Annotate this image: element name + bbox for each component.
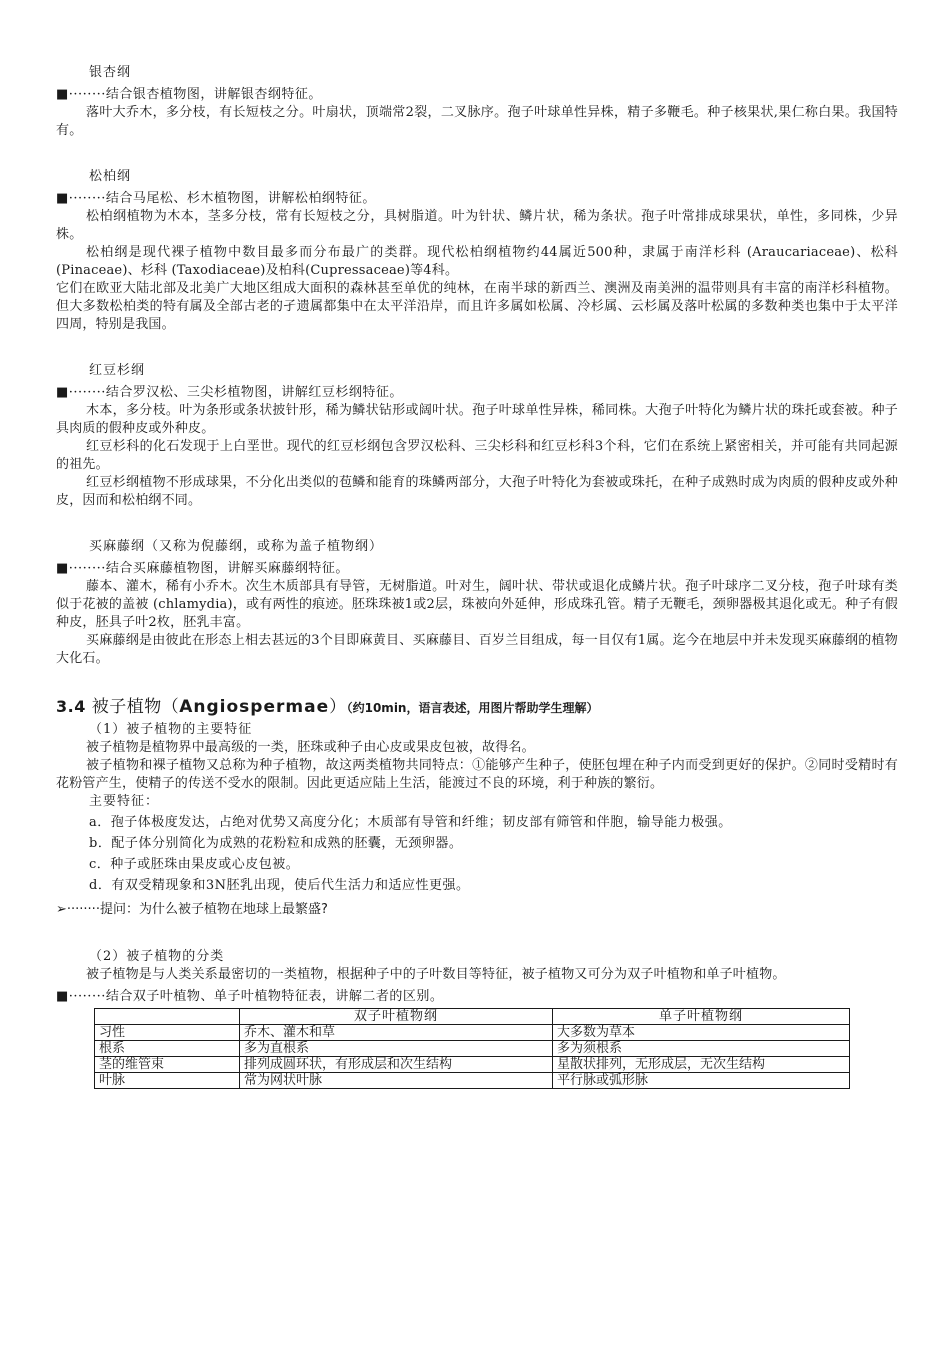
paragraph-gnetum-2: 买麻藤纲是由彼此在形态上相去甚远的3个目即麻黄目、买麻藤目、百岁兰目组成，每一目仅有1属。迄今在地层中并未发现买麻藤纲的植物大化石。 — [56, 633, 898, 666]
table-cell: 叶脉 — [95, 1073, 240, 1089]
table-cell: 茎的维管束 — [95, 1057, 240, 1073]
teaching-note-ginkgo: ■········结合银杏植物图，讲解银杏纲特征。 — [56, 87, 322, 102]
features-label: 主要特征： — [89, 794, 160, 809]
table-cell: 多为须根系 — [553, 1041, 850, 1057]
discussion-question: ➢········提问：为什么被子植物在地球上最繁盛? — [56, 902, 328, 917]
paragraph-yew-3: 红豆杉纲植物不形成球果，不分化出类似的苞鳞和能育的珠鳞两部分，大孢子叶特化为套被或珠托，在种子成熟时成为肉质的假种皮或外种皮，因而和松柏纲不同。 — [56, 475, 898, 508]
table-cell: 常为网状叶脉 — [240, 1073, 553, 1089]
paragraph-angio-2: 被子植物和裸子植物又总称为种子植物，故这两类植物共同特点：①能够产生种子，使胚包埋在种子内而受到更好的保护。②同时受精时有花粉管产生，使精子的传送不受水的限制。因此更适应陆上生活，能渡过不良的环境，利于种族的繁衍。 — [56, 758, 898, 791]
section-heading-angiosperms — [56, 696, 898, 719]
paragraph-gnetum-1: 藤本、灌木，稀有小乔木。次生木质部具有导管，无树脂道。叶对生，阔叶状、带状或退化成鳞片状。孢子叶球序二叉分枝，孢子叶球有类似于花被的盖被 (chlamydia)，或有两性的痕迹。胚珠珠被1或2层，珠被向外延伸，形成珠孔管。精子无鞭毛，颈卵器极其退化或无。种子有假种皮，胚具子叶2枚，胚乳丰富。 — [56, 579, 898, 630]
teaching-note-pine: ■········结合马尾松、杉木植物图，讲解松柏纲特征。 — [56, 191, 376, 206]
table-cell: 大多数为草本 — [553, 1025, 850, 1041]
table-cell: 习性 — [95, 1025, 240, 1041]
document-page — [56, 64, 898, 1089]
table-row — [95, 1041, 850, 1057]
paragraph-yew-2: 红豆杉科的化石发现于上白垩世。现代的红豆杉纲包含罗汉松科、三尖杉科和红豆杉科3个科，它们在系统上紧密相关，并可能有共同起源的祖先。 — [56, 439, 898, 472]
table-header-cell: 单子叶植物纲 — [553, 1009, 850, 1025]
table-cell: 平行脉或弧形脉 — [553, 1073, 850, 1089]
feature-item-b: b．配子体分别简化为成熟的花粉粒和成熟的胚囊，无颈卵器。 — [89, 836, 463, 851]
heading-cn: 被子植物（ — [85, 697, 180, 717]
paragraph-yew-1: 木本，多分枝。叶为条形或条状披针形，稀为鳞状钻形或阔叶状。孢子叶球单性异株，稀同株。大孢子叶特化为鳞片状的珠托或套被。种子具肉质的假种皮或外种皮。 — [56, 403, 898, 436]
table-cell: 乔木、灌木和草 — [240, 1025, 553, 1041]
paragraph-pine-3: 它们在欧亚大陆北部及北美广大地区组成大面积的森林甚至单优的纯林，在南半球的新西兰、澳洲及南美洲的温带则具有丰富的南洋杉科植物。但大多数松柏类的特有属及全部古老的孑遗属都集中在太平洋沿岸，而且许多属如松属、冷杉属、云杉属及落叶松属的多数种类也集中于太平洋四周，特别是我国。 — [56, 281, 898, 332]
section-number: 3.4 — [56, 697, 86, 716]
paragraph-pine-1: 松柏纲植物为木本，茎多分枝，常有长短枝之分，具树脂道。叶为针状、鳞片状，稀为条状。孢子叶常排成球果状，单性，多同株，少异株。 — [56, 209, 898, 242]
paragraph-angio-3: 被子植物是与人类关系最密切的一类植物，根据种子中的子叶数目等特征，被子植物又可分为双子叶植物和单子叶植物。 — [86, 967, 786, 982]
heading-close: ） — [329, 697, 347, 717]
table-row — [95, 1073, 850, 1089]
teaching-note-gnetum: ■········结合买麻藤植物图，讲解买麻藤纲特征。 — [56, 561, 349, 576]
table-row — [95, 1025, 850, 1041]
heading-latin: Angiospermae — [179, 697, 330, 717]
paragraph-ginkgo-1: 落叶大乔木，多分枝，有长短枝之分。叶扇状，顶端常2裂，二叉脉序。孢子叶球单性异株，精子多鞭毛。种子核果状,果仁称白果。我国特有。 — [56, 105, 898, 138]
table-row — [95, 1057, 850, 1073]
paragraph-pine-2: 松柏纲是现代裸子植物中数目最多而分布最广的类群。现代松柏纲植物约44属近500种，隶属于南洋杉科 (Araucariaceae)、松科 (Pinaceae)、杉科 (Taxodiaceae)及柏科(Cupressaceae)等4科。 — [56, 245, 898, 278]
comparison-table — [94, 1008, 850, 1089]
table-cell: 星散状排列，无形成层，无次生结构 — [553, 1057, 850, 1073]
section-title-yew: 红豆杉纲 — [89, 363, 146, 378]
paragraph-angio-1: 被子植物是植物界中最高级的一类，胚珠或种子由心皮或果皮包被，故得名。 — [86, 740, 535, 755]
feature-item-d: d．有双受精现象和3N胚乳出现，使后代生活力和适应性更强。 — [89, 878, 470, 893]
heading-note: （约10min，语言表述，用图片帮助学生理解） — [346, 701, 599, 715]
table-header-cell: 双子叶植物纲 — [240, 1009, 553, 1025]
section-title-ginkgo: 银杏纲 — [89, 65, 132, 80]
feature-item-c: c．种子或胚珠由果皮或心皮包被。 — [89, 857, 300, 872]
subsection-title-classification: （2）被子植物的分类 — [89, 949, 225, 964]
section-title-pine: 松柏纲 — [89, 169, 132, 184]
table-cell: 根系 — [95, 1041, 240, 1057]
subsection-title-features: （1）被子植物的主要特征 — [89, 722, 253, 737]
table-header-cell — [95, 1009, 240, 1025]
feature-item-a: a．孢子体极度发达，占绝对优势又高度分化；木质部有导管和纤维；韧皮部有筛管和伴胞，输导能力极强。 — [89, 815, 732, 830]
teaching-note-angio: ■········结合双子叶植物、单子叶植物特征表，讲解二者的区别。 — [56, 989, 444, 1004]
table-header-row — [95, 1009, 850, 1025]
table-cell: 排列成圆环状，有形成层和次生结构 — [240, 1057, 553, 1073]
section-title-gnetum: 买麻藤纲（又称为倪藤纲，或称为盖子植物纲） — [89, 539, 384, 554]
table-cell: 多为直根系 — [240, 1041, 553, 1057]
teaching-note-yew: ■········结合罗汉松、三尖杉植物图，讲解红豆杉纲特征。 — [56, 385, 403, 400]
